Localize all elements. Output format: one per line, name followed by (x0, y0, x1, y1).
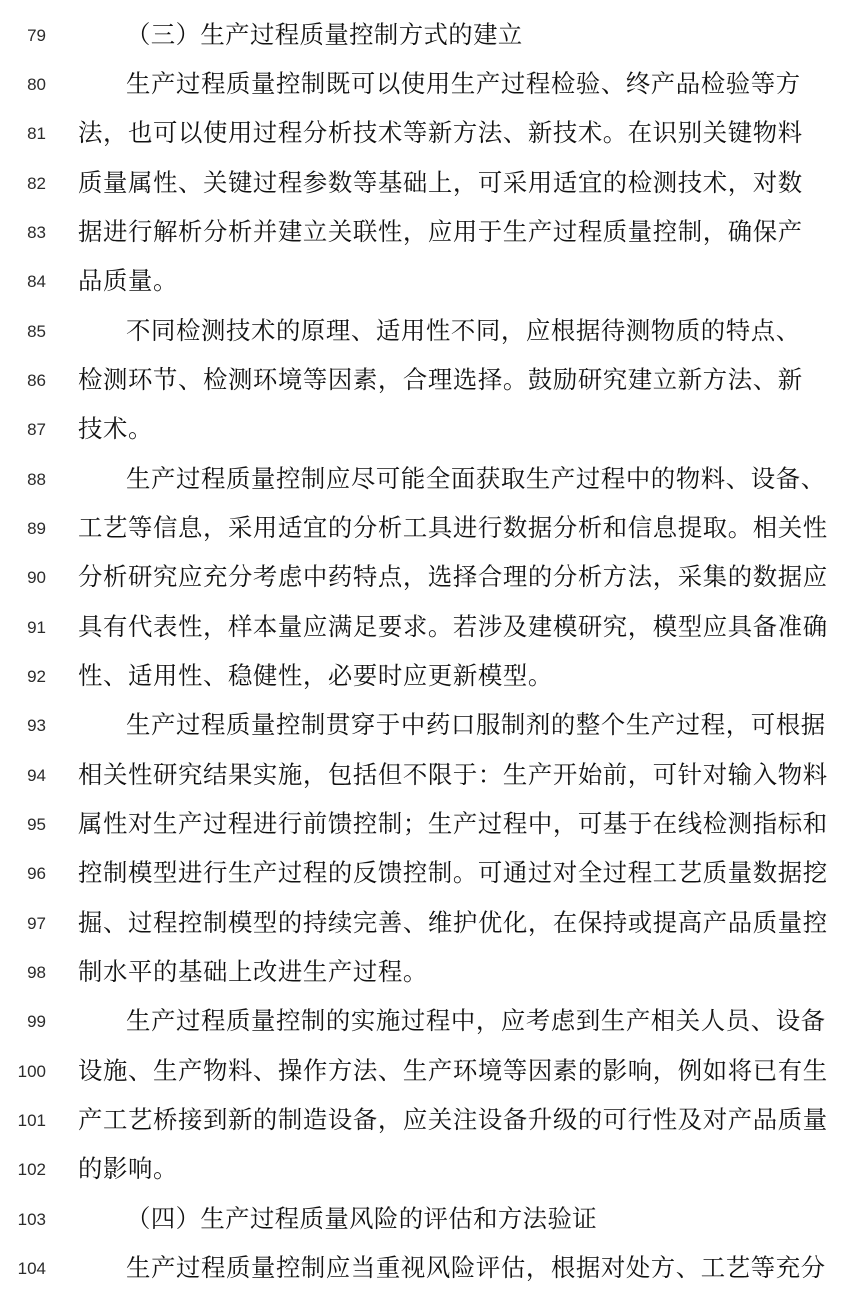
line-number: 96 (27, 864, 46, 883)
line-number: 92 (27, 667, 46, 686)
line-number: 83 (27, 223, 46, 242)
line-number: 81 (27, 124, 46, 143)
document-line (0, 604, 854, 653)
document-line (0, 900, 854, 949)
document-line (0, 702, 854, 751)
line-number: 89 (27, 519, 46, 538)
document-line (0, 12, 854, 61)
line-text: 生产过程质量控制应尽可能全面获取生产过程中的物料、设备、 (126, 464, 826, 493)
document-line (0, 1146, 854, 1195)
line-text: 品质量。 (78, 266, 178, 295)
line-text: 生产过程质量控制应当重视风险评估，根据对处方、工艺等充分 (126, 1253, 826, 1282)
line-number: 97 (27, 914, 46, 933)
line-number: 94 (27, 766, 46, 785)
document-line (0, 61, 854, 110)
line-number: 87 (27, 420, 46, 439)
line-text: 分析研究应充分考虑中药特点，选择合理的分析方法，采集的数据应 (78, 562, 828, 591)
line-number: 91 (27, 618, 46, 637)
document-line (0, 258, 854, 307)
line-number: 82 (27, 174, 46, 193)
line-number: 93 (27, 716, 46, 735)
line-number: 86 (27, 371, 46, 390)
line-number: 98 (27, 963, 46, 982)
line-text: 据进行解析分析并建立关联性，应用于生产过程质量控制，确保产 (78, 217, 803, 246)
line-text: 生产过程质量控制既可以使用生产过程检验、终产品检验等方 (126, 69, 801, 98)
document-line (0, 110, 854, 159)
line-number: 99 (27, 1012, 46, 1031)
document-line (0, 1097, 854, 1146)
line-number: 95 (27, 815, 46, 834)
line-text: 设施、生产物料、操作方法、生产环境等因素的影响，例如将已有生 (78, 1056, 828, 1085)
line-number: 90 (27, 568, 46, 587)
line-text: 技术。 (78, 414, 153, 443)
line-text: 质量属性、关键过程参数等基础上，可采用适宜的检测技术，对数 (78, 168, 803, 197)
document-line (0, 456, 854, 505)
line-number: 85 (27, 322, 46, 341)
line-text: 生产过程质量控制的实施过程中，应考虑到生产相关人员、设备 (126, 1006, 826, 1035)
document-line (0, 209, 854, 258)
line-text: 具有代表性，样本量应满足要求。若涉及建模研究，模型应具备准确 (78, 612, 828, 641)
line-text: 检测环节、检测环境等因素，合理选择。鼓励研究建立新方法、新 (78, 365, 803, 394)
line-number: 103 (17, 1210, 46, 1229)
document-line (0, 801, 854, 850)
line-number: 104 (17, 1259, 46, 1278)
section-heading: （三）生产过程质量控制方式的建立 (126, 20, 523, 49)
line-text: 控制模型进行生产过程的反馈控制。可通过对全过程工艺质量数据挖 (78, 858, 828, 887)
line-text: 工艺等信息，采用适宜的分析工具进行数据分析和信息提取。相关性 (78, 513, 828, 542)
line-text: 属性对生产过程进行前馈控制；生产过程中，可基于在线检测指标和 (78, 809, 828, 838)
line-number: 84 (27, 272, 46, 291)
document-line (0, 850, 854, 899)
document-line (0, 1048, 854, 1097)
line-text: 相关性研究结果实施，包括但不限于：生产开始前，可针对输入物料 (78, 760, 828, 789)
line-text: 制水平的基础上改进生产过程。 (78, 957, 428, 986)
line-text: 法，也可以使用过程分析技术等新方法、新技术。在识别关键物料 (78, 118, 803, 147)
document-line (0, 160, 854, 209)
line-text: 性、适用性、稳健性，必要时应更新模型。 (78, 661, 553, 690)
line-number: 102 (17, 1160, 46, 1179)
line-number: 100 (17, 1062, 46, 1081)
line-number: 88 (27, 470, 46, 489)
line-text: 的影响。 (78, 1154, 178, 1183)
line-number: 101 (17, 1111, 46, 1130)
document-line (0, 505, 854, 554)
document-line (0, 554, 854, 603)
line-text: 不同检测技术的原理、适用性不同，应根据待测物质的特点、 (126, 316, 801, 345)
document-line (0, 653, 854, 702)
document-line (0, 752, 854, 801)
section-heading: （四）生产过程质量风险的评估和方法验证 (126, 1204, 598, 1233)
document-line (0, 308, 854, 357)
document-line (0, 998, 854, 1047)
line-number: 79 (27, 26, 46, 45)
document-line (0, 1196, 854, 1245)
line-text: 掘、过程控制模型的持续完善、维护优化，在保持或提高产品质量控 (78, 908, 828, 937)
document-line (0, 406, 854, 455)
line-number: 80 (27, 75, 46, 94)
document-line (0, 1245, 854, 1294)
document-line (0, 949, 854, 998)
line-text: 产工艺桥接到新的制造设备，应关注设备升级的可行性及对产品质量 (78, 1105, 828, 1134)
line-text: 生产过程质量控制贯穿于中药口服制剂的整个生产过程，可根据 (126, 710, 826, 739)
document-line (0, 357, 854, 406)
